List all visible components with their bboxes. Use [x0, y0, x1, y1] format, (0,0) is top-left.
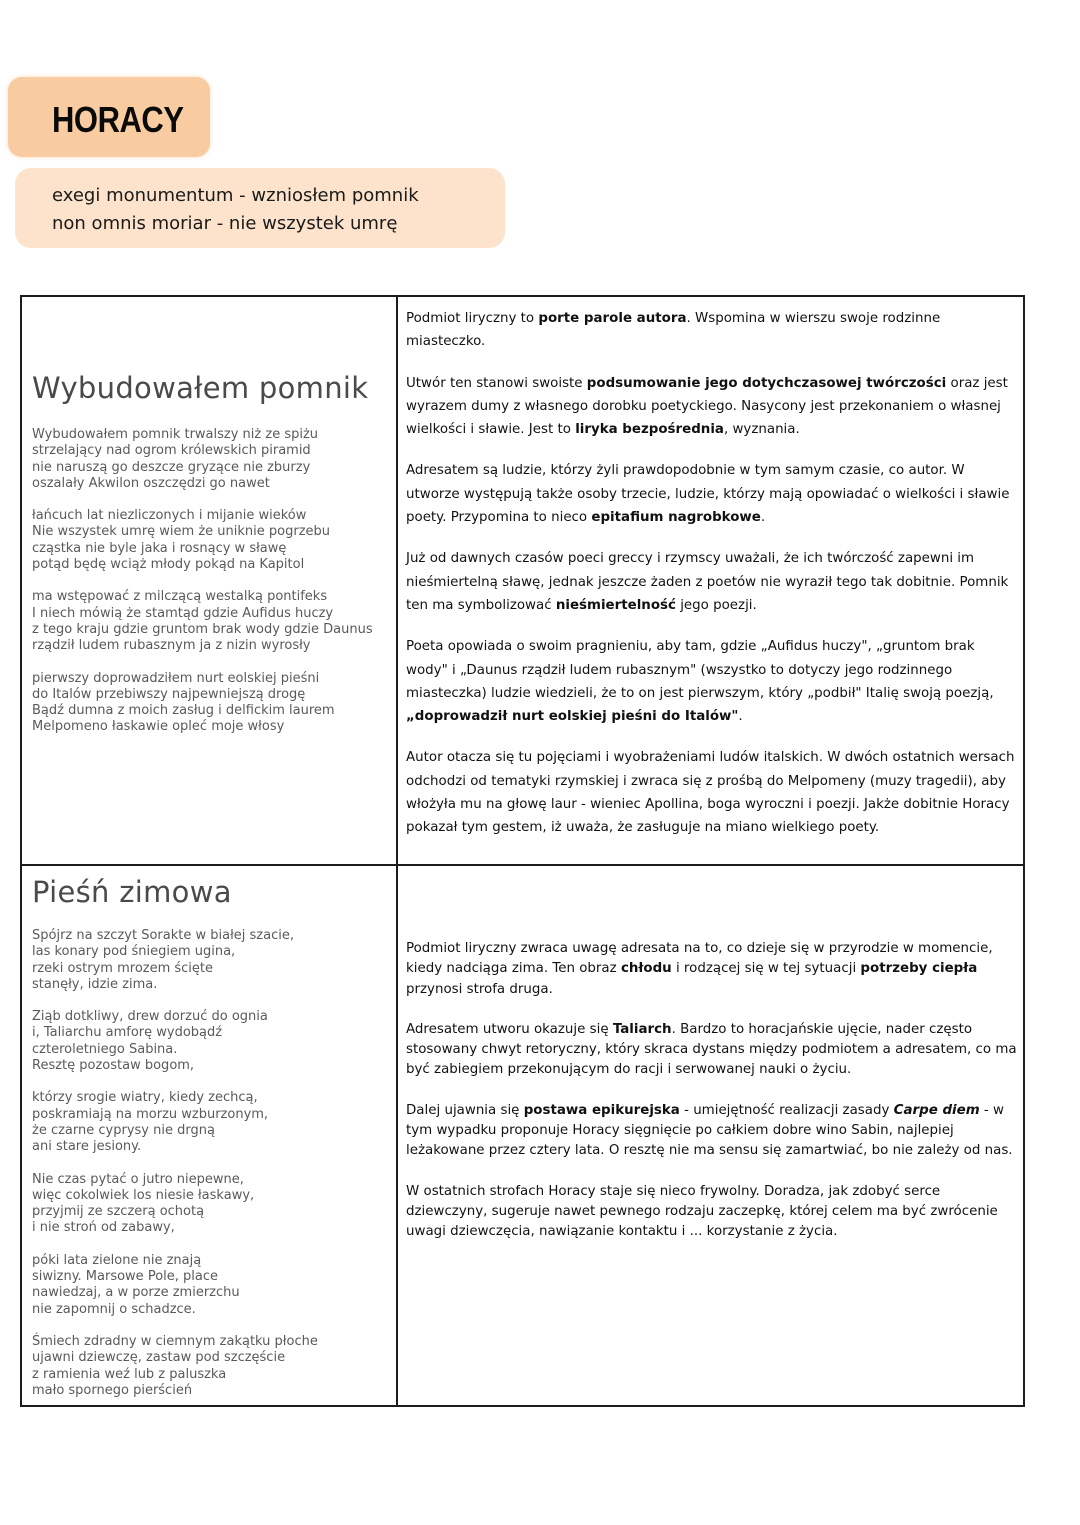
poem-line: ujawni dziewczę, zastaw pod szczęście [32, 1350, 286, 1366]
body-text: . [760, 510, 766, 526]
body-text: przynosi strofa druga. [406, 981, 553, 997]
body-text: Podmiot liryczny to [406, 311, 539, 326]
body-text: Utwór ten stanowi swoiste [406, 375, 587, 391]
poem-line: mało spornego pierścień [32, 1382, 193, 1398]
emphasis-text: nieśmiertelność [555, 597, 676, 613]
poem-line: łańcuch lat niezliczonych i mijanie wieków [32, 508, 307, 524]
body-text: - umiejętność realizacji zasady [679, 1102, 894, 1118]
poem-line: las konary pod śniegiem ugina, [32, 944, 236, 960]
poem-line: póki lata zielone nie znają [32, 1252, 202, 1268]
analysis-wybudowalem-pomnik [406, 307, 1018, 858]
poem-line: Nie wszystek umrę wiem że uniknie pogrzebu [32, 524, 331, 540]
poem-stanza [32, 1009, 387, 1074]
poem-line: Śmiech zdradny w ciemnym zakątku płoche [32, 1333, 318, 1349]
poem-line: cząstka nie byle jaka i rosnący w sławę [32, 540, 287, 556]
latin-phrase-1: exegi monumentum - wzniosłem pomnik [52, 185, 419, 206]
poem-stanza [32, 1253, 387, 1318]
poem-line: potąd będę wciąż młody pokąd na Kapitol [32, 557, 305, 573]
poem-line: więc cokolwiek los niesie łaskawy, [32, 1187, 255, 1203]
analysis-paragraph [406, 746, 1018, 839]
title-banner [8, 77, 210, 157]
poem-line: strzelający nad ogrom królewskich piramid [32, 443, 311, 459]
body-text: Adresatem utworu okazuje się [406, 1021, 613, 1037]
emphasis-text: epitafium nagrobkowe [591, 510, 761, 526]
body-text: oraz jest wyrazem dumy z własnego dorobku poetyckiego. Nasycony jest przekonaniem o własnej wielkości i sławie. Jest to [406, 375, 1008, 438]
poem-line: rzeki ostrym mrozem ścięte [32, 960, 214, 976]
body-text: - w tym wypadku proponuje Horacy sięgnięcie po całkiem dobre wino Sabin, najlepiej leżakowane przez cztery lata. O resztę nie ma sensu się zamartwiać, bo nie zależy od nas. [406, 1102, 1013, 1159]
emphasis-text: porte parole autora [538, 311, 687, 326]
page-title: HORACY [52, 99, 184, 140]
body-text: i rodzącej się w tej sytuacji [671, 961, 861, 977]
analysis-paragraph [406, 1101, 1018, 1162]
poem-line: Spójrz na szczyt Sorakte w białej szacie, [32, 928, 294, 943]
analysis-paragraph [406, 547, 1018, 617]
poem-line: Bądź dumna z moich zasług i delfickim laurem [32, 703, 335, 719]
emphasis-text: „doprowadził nurt eolskiej pieśni do Italów" [406, 709, 739, 725]
poem-line: rządził ludem rubasznym ja z nizin wyrosły [32, 638, 311, 654]
poem-line: Nie czas pytać o jutro niepewne, [32, 1171, 244, 1187]
body-text: Już od dawnych czasów poeci greccy i rzymscy uważali, że ich twórczość zapewni im nieśmiertelną sławę, jednak jeszcze żaden z poetów nie wyraził tego tak dobitnie. Pomnik ten ma symbolizować [406, 551, 1009, 613]
body-text: . Wspomina w wierszu swoje rodzinne miasteczko. [406, 311, 941, 350]
row-divider [22, 864, 1023, 866]
poem-line: i nie stroń od zabawy, [32, 1220, 175, 1236]
poem-line: Ziąb dotkliwy, drew dorzuć do ognia [32, 1009, 268, 1025]
poem-stanza [32, 589, 387, 654]
latin-phrase-2: non omnis moriar - nie wszystek umrę [52, 213, 398, 234]
body-text: , wyznania. [723, 422, 800, 438]
body-text: Dalej ujawnia się [406, 1102, 524, 1118]
poem-stanza [32, 928, 387, 993]
analysis-paragraph [406, 1020, 1018, 1081]
body-text: Poeta opowiada o swoim pragnieniu, aby tam, gdzie „Aufidus huczy", „gruntom brak wody" i „Daunus rządził ludem rubasznym" (wszystko to dotyczy jego rodzinnego miasteczka) ludzie wiedzieli, że to on jest pierwszym, który „podbił" Italię swoją poezją, [406, 639, 994, 701]
poem-line: Melpomeno łaskawie opleć moje włosy [32, 719, 285, 735]
body-text: Podmiot liryczny zwraca uwagę adresata na to, co dzieje się w przyrodzie w momencie, kiedy nadciąga zima. Ten obraz [406, 941, 993, 977]
body-text: jego poezji. [675, 597, 757, 613]
poem-line: oszalały Akwilon oszczędzi go nawet [32, 475, 270, 491]
poem-title-wybudowalem-pomnik: Wybudowałem pomnik [32, 371, 369, 405]
poem-text-piesn-zimowa [32, 928, 387, 1415]
poem-line: poskramiają na morzu wzburzonym, [32, 1106, 269, 1122]
poem-line: ma wstępować z milczącą westalką pontifeks [32, 589, 328, 605]
poem-stanza [32, 427, 387, 492]
emphasis-text: potrzeby ciepła [860, 961, 978, 977]
emphasis-text: liryka bezpośrednia [575, 422, 724, 438]
poem-stanza [32, 1172, 387, 1237]
poem-line: nie zapomnij o schadzce. [32, 1301, 196, 1317]
emphasis-text: chłodu [620, 961, 672, 977]
poem-line: z ramienia weź lub z paluszka [32, 1366, 227, 1382]
emphasis-text: Taliarch [612, 1021, 672, 1037]
analysis-paragraph [406, 939, 1018, 1000]
poem-stanza [32, 671, 387, 736]
poem-stanza [32, 1334, 387, 1399]
latin-phrases-box [15, 168, 505, 248]
analysis-paragraph [406, 459, 1018, 529]
body-text: . Bardzo to horacjańskie ujęcie, nader często stosowany chwyt retoryczny, który skraca dystans między podmiotem a adresatem, co ma być zabiegiem przekonującym do racji i serwowanej nauki o życiu. [406, 1021, 1017, 1078]
poem-line: Resztę pozostaw bogom, [32, 1058, 195, 1074]
analysis-paragraph [406, 372, 1018, 442]
poem-text-wybudowalem-pomnik [32, 427, 387, 752]
body-text: . [738, 709, 743, 725]
poem-line: ani stare jesiony. [32, 1139, 142, 1155]
analysis-paragraph [406, 1182, 1018, 1243]
poem-line: Wybudowałem pomnik trwalszy niż ze spiżu [32, 427, 319, 442]
poem-stanza [32, 508, 387, 573]
poem-line: pierwszy doprowadziłem nurt eolskiej pieśni [32, 670, 320, 686]
poems-table [20, 295, 1025, 1407]
emphasis-text: Carpe diem [893, 1102, 980, 1118]
poem-line: przyjmij ze szczerą ochotą [32, 1204, 205, 1220]
analysis-paragraph [406, 307, 1018, 354]
analysis-piesn-zimowa [406, 939, 1018, 1263]
poem-line: z tego kraju gdzie gruntom brak wody gdzie Daunus [32, 621, 373, 637]
column-divider [396, 297, 398, 1405]
poem-title-piesn-zimowa: Pieśń zimowa [32, 875, 232, 909]
poem-line: siwizny. Marsowe Pole, place [32, 1269, 218, 1285]
analysis-paragraph [406, 635, 1018, 728]
poem-line: nawiedzaj, a w porze zmierzchu [32, 1285, 240, 1301]
poem-line: czteroletniego Sabina. [32, 1041, 178, 1057]
emphasis-text: podsumowanie jego dotychczasowej twórczości [586, 375, 947, 391]
poem-line: nie naruszą go deszcze gryzące nie zburzy [32, 459, 311, 475]
emphasis-text: postawa epikurejska [523, 1102, 680, 1118]
body-text: Adresatem są ludzie, którzy żyli prawdopodobnie w tym samym czasie, co autor. W utworze występują także osoby trzecie, ludzie, którzy mają opowiadać o wielkości i sławie poety. Przypomina to nieco [406, 463, 1010, 526]
body-text: W ostatnich strofach Horacy staje się nieco frywolny. Doradza, jak zdobyć serce dziewczyny, sugeruje nawet pewnego rodzaju zaczepkę, której celem ma być zwrócenie uwagi dziewczęcia, nawiązanie kontaktu i ... korzystanie z życia. [406, 1183, 998, 1240]
poem-line: I niech mówią że stamtąd gdzie Aufidus huczy [32, 605, 334, 621]
poem-line: do Italów przebiwszy najpewniejszą drogę [32, 686, 306, 702]
poem-line: i, Taliarchu amforę wydobądź [32, 1025, 223, 1041]
poem-stanza [32, 1090, 387, 1155]
body-text: Autor otacza się tu pojęciami i wyobrażeniami ludów italskich. W dwóch ostatnich wersach odchodzi od tematyki rzymskiej i zwraca się z prośbą do Melpomeny (muzy tragedii), aby włożyła mu na głowę laur - wieniec Apollina, boga wyroczni i poezji. Jakże dobitnie Horacy pokazał tym gestem, iż uważa, że zasługuje na miano wielkiego poety. [406, 750, 1015, 836]
poem-line: stanęły, idzie zima. [32, 976, 158, 992]
poem-line: którzy srogie wiatry, kiedy zechcą, [32, 1090, 258, 1106]
poem-line: że czarne cyprysy nie drgną [32, 1122, 215, 1138]
